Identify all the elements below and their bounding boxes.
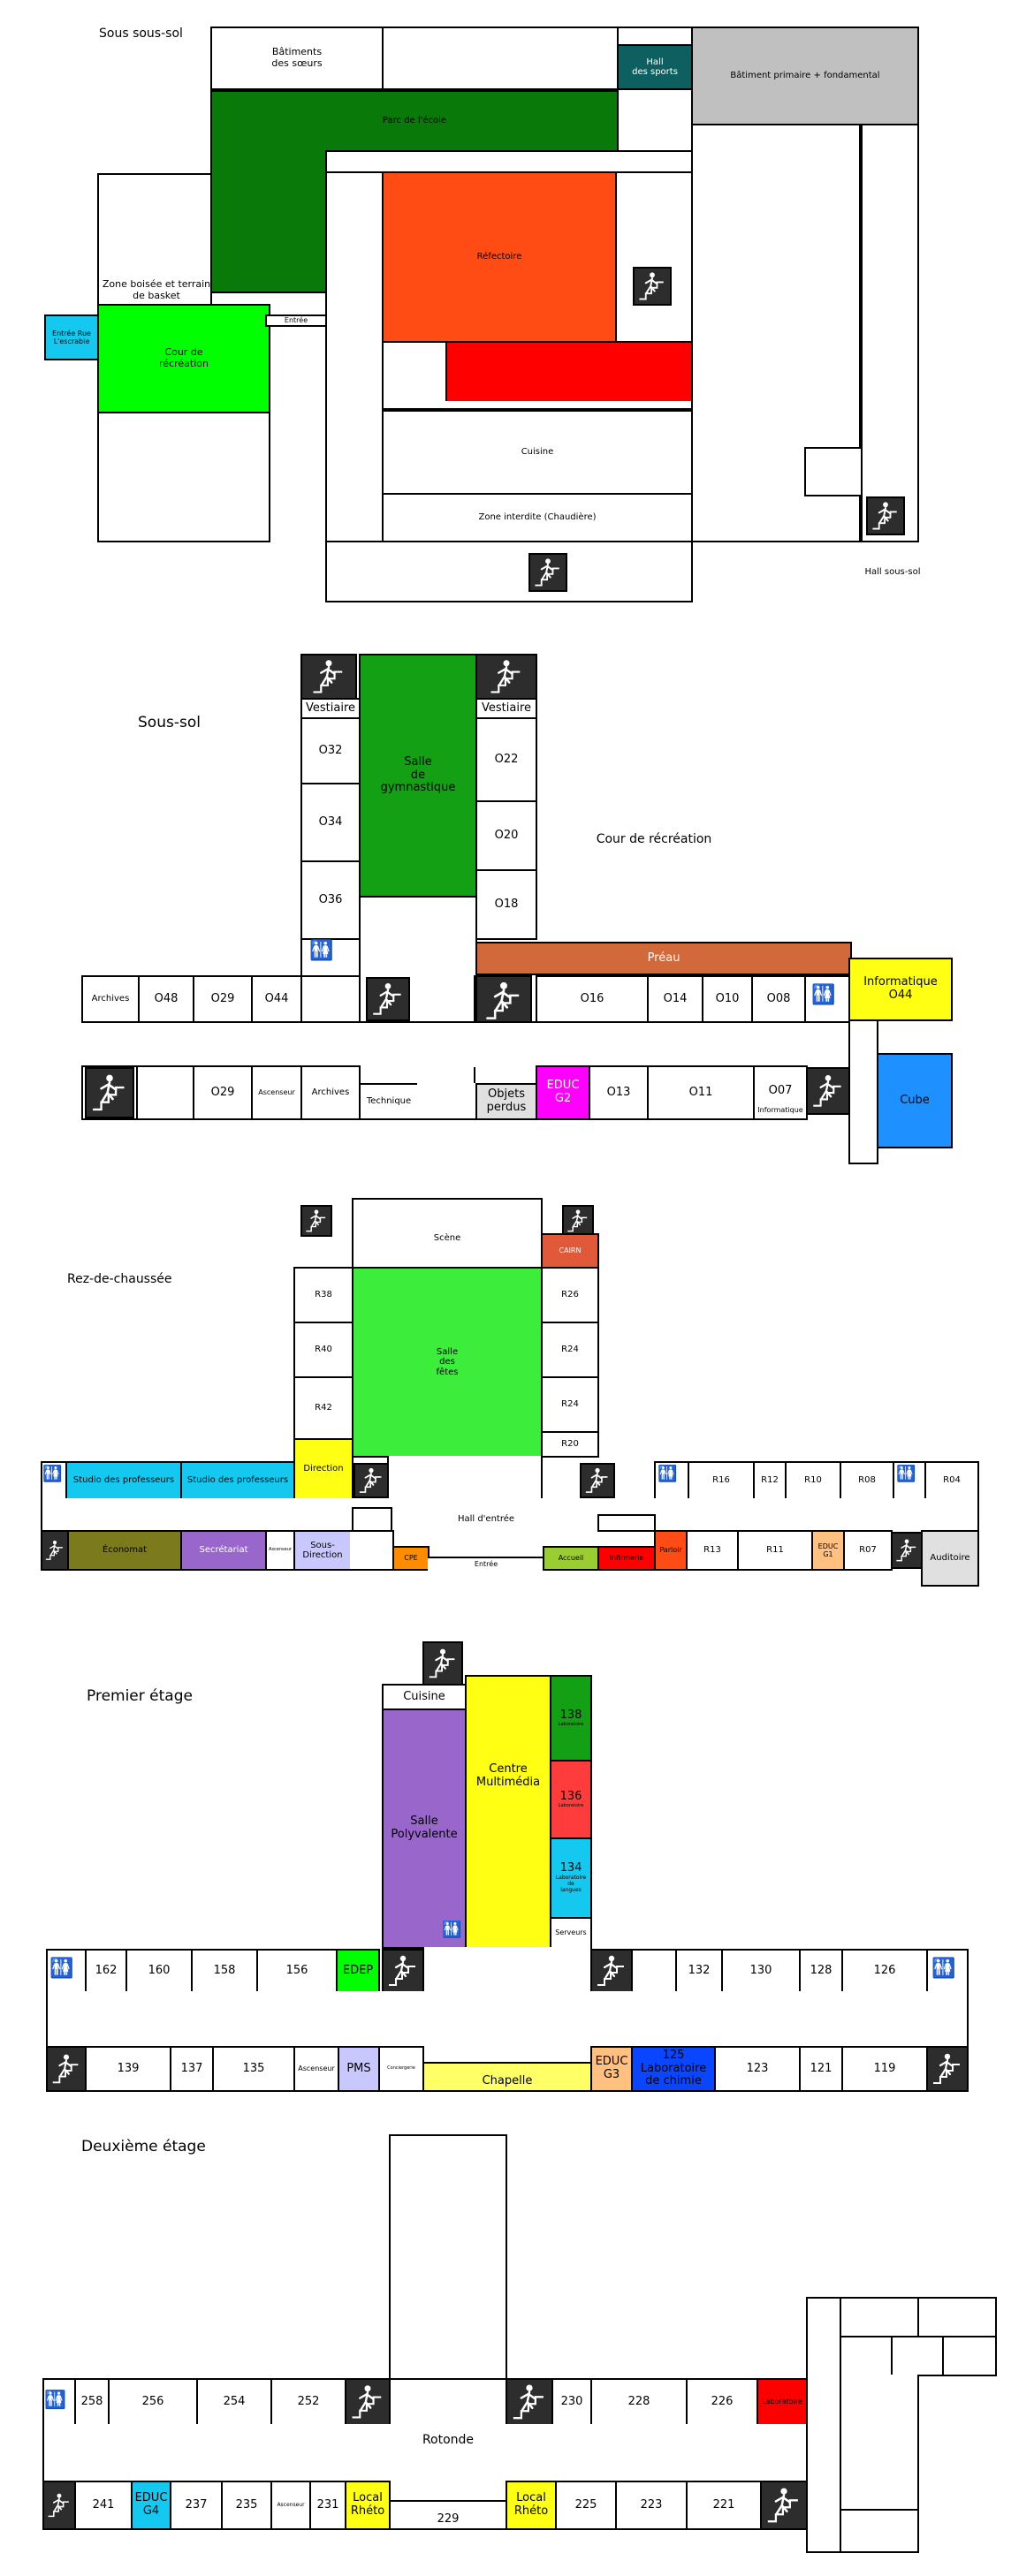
room-o07-number: O07 bbox=[768, 1084, 793, 1097]
wall-rdc-a bbox=[350, 1530, 394, 1571]
stairs-icon[interactable] bbox=[760, 2481, 808, 2530]
room-accueil: Accueil bbox=[543, 1546, 599, 1571]
restroom-icon: 🚻 bbox=[309, 940, 334, 962]
room-small-west bbox=[382, 341, 447, 403]
corridor-rdc-top bbox=[387, 1456, 543, 1500]
room-studio-professeurs-2: Studio des professeurs bbox=[180, 1461, 295, 1500]
room-o29-south: O29 bbox=[193, 1065, 253, 1120]
room-136 bbox=[550, 1760, 592, 1839]
room-edep: EDEP bbox=[336, 1949, 380, 1993]
room-160: 160 bbox=[125, 1949, 193, 1993]
stairs-icon[interactable] bbox=[475, 975, 532, 1027]
restroom-icon: 🚻 bbox=[49, 1958, 74, 1980]
label-hall-entree: Hall d'entrée bbox=[457, 1514, 515, 1524]
restroom-icon: 🚻 bbox=[658, 1465, 678, 1483]
room-o08: O08 bbox=[751, 975, 806, 1023]
room-132: 132 bbox=[675, 1949, 723, 1993]
corridor-west bbox=[325, 171, 384, 557]
room-r20: R20 bbox=[541, 1431, 599, 1458]
room-119: 119 bbox=[841, 2046, 928, 2092]
room-r04: R04 bbox=[924, 1461, 979, 1500]
room-228: 228 bbox=[590, 2378, 688, 2426]
room-salle-polyvalente: Salle Polyvalente bbox=[382, 1708, 467, 1949]
area-hall-north bbox=[359, 896, 477, 977]
stairs-icon[interactable] bbox=[366, 977, 410, 1021]
room-parloir: Parloir bbox=[654, 1530, 688, 1571]
room-local-rheto-2: Local Rhéto bbox=[506, 2481, 557, 2530]
room-o13: O13 bbox=[589, 1065, 649, 1120]
room-local-rheto-1: Local Rhéto bbox=[345, 2481, 391, 2530]
stairs-icon[interactable] bbox=[422, 1641, 463, 1686]
room-salle-gymnastique: Salle de gymnastique bbox=[359, 654, 477, 898]
room-laboratoire-p2: Laboratoire bbox=[756, 2378, 808, 2426]
restroom-icon: 🚻 bbox=[42, 1465, 63, 1483]
room-informatique-o44: Informatique O44 bbox=[848, 958, 953, 1021]
corridor-ss bbox=[81, 1021, 850, 1067]
annex-cell-3 bbox=[840, 2336, 893, 2376]
area-below-cour bbox=[97, 412, 270, 542]
room-o48: O48 bbox=[138, 975, 194, 1023]
room-121: 121 bbox=[799, 2046, 843, 2092]
room-126: 126 bbox=[841, 1949, 928, 1993]
room-auditoire: Auditoire bbox=[921, 1530, 979, 1587]
room-educ-g4: EDUC G4 bbox=[131, 2481, 171, 2530]
hall-sports-top bbox=[617, 27, 693, 46]
room-138-sub: Laboratoire bbox=[558, 1721, 584, 1727]
room-r12: R12 bbox=[753, 1461, 787, 1500]
room-educ-g2: EDUC G2 bbox=[536, 1065, 590, 1120]
stairs-icon[interactable] bbox=[633, 267, 672, 306]
room-230: 230 bbox=[551, 2378, 592, 2426]
room-128: 128 bbox=[799, 1949, 843, 1993]
restroom-icon: 🚻 bbox=[931, 1958, 956, 1980]
label-entree-rdc[interactable]: Entrée bbox=[474, 1560, 498, 1568]
room-o16: O16 bbox=[536, 975, 649, 1023]
section-title-sous-sous-sol: Sous sous-sol bbox=[99, 27, 183, 41]
label-hall-sous-sol: Hall sous-sol bbox=[864, 567, 921, 577]
corridor-south bbox=[325, 541, 693, 602]
area-parc-ecole: Parc de l'école bbox=[210, 90, 619, 152]
tower-outline bbox=[389, 2134, 507, 2380]
room-123: 123 bbox=[714, 2046, 801, 2092]
room-156: 156 bbox=[256, 1949, 338, 1993]
room-r24-a: R24 bbox=[541, 1322, 599, 1378]
room-infirmerie: Infirmerie bbox=[597, 1546, 656, 1571]
room-stairs-ss-box bbox=[81, 1065, 138, 1120]
room-direction: Direction bbox=[293, 1438, 354, 1500]
stairs-icon[interactable] bbox=[354, 1463, 389, 1498]
room-241: 241 bbox=[74, 2481, 133, 2530]
section-title-premier: Premier étage bbox=[87, 1687, 193, 1705]
label-entree-ss2[interactable]: Entrée bbox=[265, 314, 327, 327]
stairs-icon[interactable] bbox=[345, 2378, 391, 2426]
room-138 bbox=[550, 1675, 592, 1762]
stairs-icon[interactable] bbox=[300, 654, 357, 700]
room-o29-north: O29 bbox=[193, 975, 253, 1023]
room-scene: Scène bbox=[433, 1233, 461, 1243]
room-158: 158 bbox=[191, 1949, 258, 1993]
room-o36: O36 bbox=[300, 860, 361, 940]
room-ascenseur-ss[interactable]: Ascenseur bbox=[251, 1065, 302, 1120]
annex-south-cell bbox=[840, 2509, 919, 2553]
room-conciergerie: Conciergerie bbox=[378, 2046, 424, 2092]
stairs-icon[interactable] bbox=[590, 1949, 633, 1993]
stairs-icon[interactable] bbox=[41, 1530, 69, 1571]
room-o22: O22 bbox=[475, 717, 537, 802]
room-small-east bbox=[804, 447, 863, 496]
room-r16: R16 bbox=[688, 1461, 755, 1500]
room-salle-fetes: Salle des fêtes bbox=[352, 1267, 543, 1458]
room-educ-g3: EDUC G3 bbox=[590, 2046, 633, 2092]
room-empty-ss bbox=[300, 975, 361, 1023]
room-o07-sub: Informatique bbox=[757, 1106, 803, 1114]
room-r13: R13 bbox=[686, 1530, 739, 1571]
room-221: 221 bbox=[686, 2481, 762, 2530]
room-r38: R38 bbox=[293, 1267, 354, 1323]
room-r10: R10 bbox=[785, 1461, 841, 1500]
room-134-sub: Laboratoire de langues bbox=[555, 1875, 587, 1893]
room-136-sub: Laboratoire bbox=[558, 1802, 584, 1808]
room-258: 258 bbox=[74, 2378, 110, 2426]
room-r07: R07 bbox=[843, 1530, 893, 1571]
room-empty-ss-2 bbox=[136, 1065, 194, 1120]
restroom-icon: 🚻 bbox=[811, 984, 836, 1006]
room-225: 225 bbox=[555, 2481, 617, 2530]
label-cour-recreation: Cour de récréation bbox=[596, 832, 712, 846]
room-137: 137 bbox=[170, 2046, 214, 2092]
room-r11: R11 bbox=[737, 1530, 813, 1571]
room-batiment-primaire: Bâtiment primaire + fondamental bbox=[691, 27, 919, 125]
stairs-icon[interactable] bbox=[926, 2046, 969, 2092]
room-studio-professeurs-1: Studio des professeurs bbox=[65, 1461, 182, 1500]
room-162: 162 bbox=[85, 1949, 127, 1993]
label-rotonde-p2: Rotonde bbox=[422, 2433, 475, 2447]
room-archives-1: Archives bbox=[81, 975, 140, 1023]
room-centre-multimedia: Centre Multimédia bbox=[465, 1675, 551, 1949]
room-223: 223 bbox=[615, 2481, 688, 2530]
stairs-icon[interactable] bbox=[580, 1463, 615, 1498]
room-r42: R42 bbox=[293, 1376, 354, 1440]
room-134 bbox=[550, 1837, 592, 1919]
room-235: 235 bbox=[221, 2481, 272, 2530]
room-objets-perdus: Objets perdus bbox=[475, 1083, 537, 1120]
room-cairn: CAIRN bbox=[541, 1233, 599, 1269]
stairs-icon[interactable] bbox=[475, 654, 537, 700]
room-125-labo-chimie: 125 Laboratoire de chimie bbox=[631, 2046, 716, 2092]
room-o20: O20 bbox=[475, 800, 537, 871]
room-r40: R40 bbox=[293, 1322, 354, 1378]
room-o18: O18 bbox=[475, 869, 537, 940]
wall-hall-ss bbox=[417, 1083, 475, 1120]
room-ascenseur-p1[interactable]: Ascenseur bbox=[293, 2046, 339, 2092]
area-parc-ecole-leg bbox=[210, 150, 327, 293]
room-entree-rue[interactable]: Entrée Rue L'escrabie bbox=[44, 314, 99, 360]
area-stairs-refectoire bbox=[615, 171, 693, 343]
stairs-icon[interactable] bbox=[42, 2481, 76, 2530]
room-ascenseur-rdc[interactable]: Ascenseur bbox=[265, 1530, 295, 1571]
annex-cell-4 bbox=[891, 2336, 944, 2376]
room-cuisine-p1: Cuisine bbox=[382, 1684, 467, 1710]
room-economat: Économat bbox=[67, 1530, 182, 1571]
room-o11: O11 bbox=[647, 1065, 755, 1120]
room-zone-interdite: Zone interdite (Chaudière) bbox=[382, 493, 693, 542]
room-231: 231 bbox=[309, 2481, 346, 2530]
room-refectoire: Réfectoire bbox=[382, 171, 617, 343]
room-139: 139 bbox=[85, 2046, 171, 2092]
stairs-icon[interactable] bbox=[528, 553, 567, 592]
room-technique: Technique bbox=[359, 1083, 419, 1120]
section-title-deuxieme: Deuxième étage bbox=[81, 2138, 206, 2156]
room-o10: O10 bbox=[702, 975, 753, 1023]
corridor-p1 bbox=[46, 1991, 969, 2048]
label-zone-boisee: Zone boisée et terrain de basket bbox=[102, 278, 211, 301]
room-cpe: CPE bbox=[392, 1546, 430, 1571]
room-r24-b: R24 bbox=[541, 1376, 599, 1433]
room-135: 135 bbox=[212, 2046, 295, 2092]
room-237: 237 bbox=[170, 2481, 223, 2530]
room-cour-recreation: Cour de récréation bbox=[97, 304, 270, 413]
room-138-number: 138 bbox=[559, 1708, 582, 1722]
annex-cell-1 bbox=[840, 2297, 919, 2337]
room-serveurs: Serveurs bbox=[550, 1917, 592, 1949]
stairs-icon[interactable] bbox=[866, 496, 905, 535]
room-229: 229 bbox=[389, 2500, 507, 2530]
room-vestiaire-left: Vestiaire bbox=[300, 698, 361, 719]
stairs-icon[interactable] bbox=[562, 1205, 594, 1237]
restroom-icon: 🚻 bbox=[442, 1921, 462, 1939]
divider-line bbox=[382, 401, 693, 410]
room-r26: R26 bbox=[541, 1267, 599, 1323]
room-o14: O14 bbox=[647, 975, 703, 1023]
stairs-icon[interactable] bbox=[891, 1532, 923, 1569]
room-o32: O32 bbox=[300, 717, 361, 784]
stairs-icon[interactable] bbox=[300, 1205, 332, 1237]
stairs-icon[interactable] bbox=[806, 1067, 850, 1115]
stairs-icon[interactable] bbox=[506, 2378, 553, 2426]
room-136-number: 136 bbox=[559, 1789, 582, 1803]
room-134-number: 134 bbox=[559, 1861, 582, 1875]
room-254: 254 bbox=[196, 2378, 272, 2426]
room-cube: Cube bbox=[877, 1053, 953, 1148]
pillar-rdc-left bbox=[352, 1507, 392, 1532]
room-sous-direction: Sous- Direction bbox=[293, 1530, 352, 1571]
room-secretariat: Secrétariat bbox=[180, 1530, 267, 1571]
room-o34: O34 bbox=[300, 783, 361, 862]
section-title-sous-sol: Sous-sol bbox=[138, 714, 201, 731]
corridor-p2-east bbox=[806, 2297, 841, 2553]
room-o44: O44 bbox=[251, 975, 302, 1023]
room-educ-g1: EDUC G1 bbox=[811, 1530, 845, 1571]
section-title-rdc: Rez-de-chaussée bbox=[67, 1272, 172, 1286]
room-preau: Préau bbox=[475, 942, 852, 975]
room-archives-2: Archives bbox=[300, 1065, 361, 1120]
room-cuisine: Cuisine bbox=[382, 410, 693, 495]
room-ascenseur-p2[interactable]: Ascenseur bbox=[270, 2481, 311, 2530]
room-batiments-soeurs: Bâtiments des sœurs bbox=[210, 27, 384, 90]
annex-cell-2 bbox=[917, 2297, 997, 2337]
annex-cell-5 bbox=[942, 2336, 997, 2376]
room-refectoire-annex bbox=[445, 341, 693, 410]
room-pms: PMS bbox=[338, 2046, 380, 2092]
room-256: 256 bbox=[108, 2378, 198, 2426]
restroom-icon: 🚻 bbox=[896, 1465, 916, 1483]
room-vestiaire-right: Vestiaire bbox=[475, 698, 537, 719]
room-130: 130 bbox=[721, 1949, 801, 1993]
stairs-icon[interactable] bbox=[46, 2046, 87, 2092]
corridor-east bbox=[861, 124, 919, 542]
room-226: 226 bbox=[686, 2378, 758, 2426]
corridor-ss-east bbox=[848, 1019, 878, 1164]
room-r08: R08 bbox=[840, 1461, 894, 1500]
restroom-icon: 🚻 bbox=[44, 2389, 66, 2410]
building-outline bbox=[382, 27, 620, 90]
room-hall-sports: Hall des sports bbox=[617, 44, 693, 90]
corridor-parc bbox=[325, 150, 693, 173]
room-empty-p1 bbox=[631, 1949, 677, 1993]
room-252: 252 bbox=[270, 2378, 346, 2426]
room-chapelle: Chapelle bbox=[422, 2062, 592, 2092]
pillar-rdc-right bbox=[597, 1514, 656, 1532]
stairs-icon[interactable] bbox=[382, 1949, 424, 1993]
